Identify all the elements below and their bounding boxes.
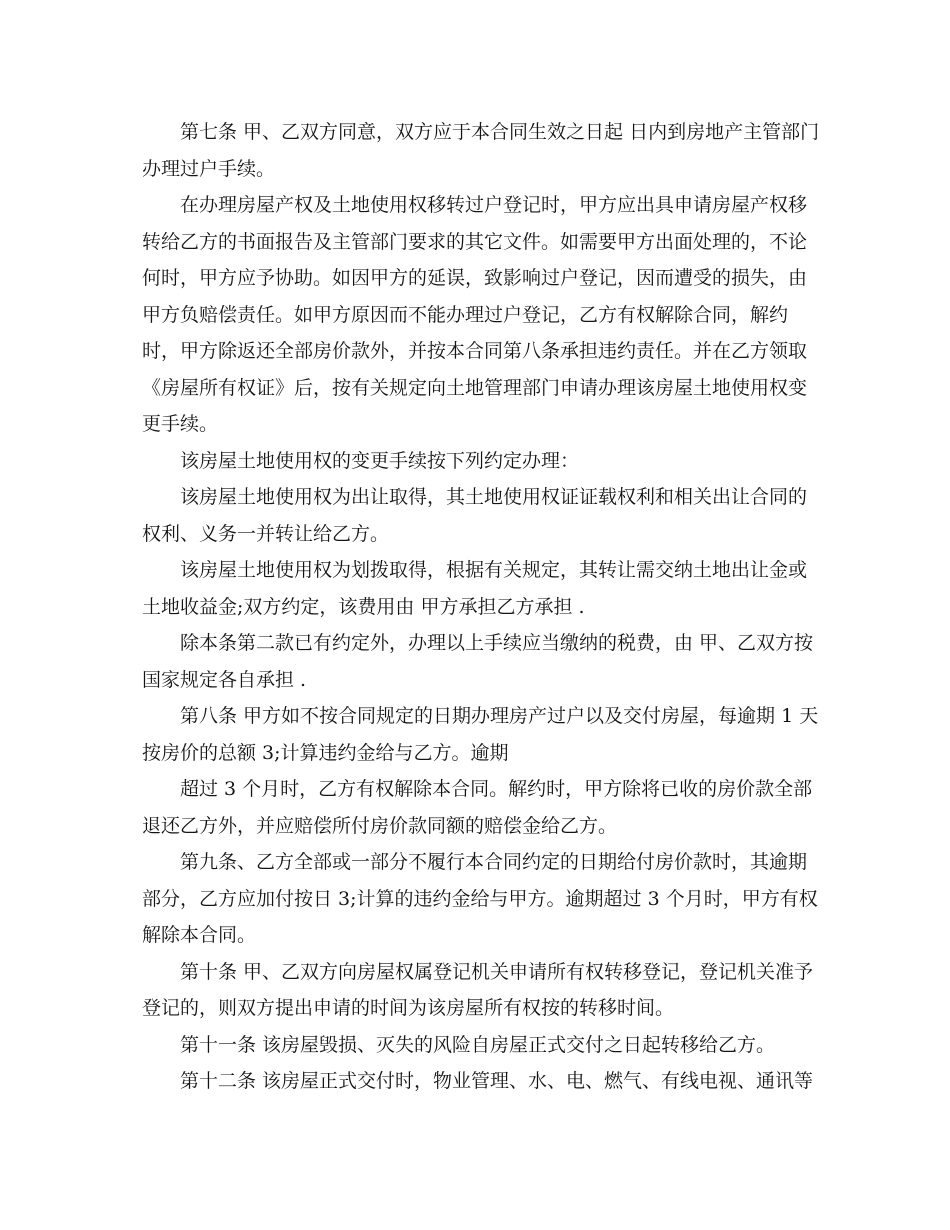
- text-line: 转给乙方的书面报告及主管部门要求的其它文件。如需要甲方出面处理的，不论: [142, 230, 808, 253]
- text-line: 办理过户手续。: [142, 157, 276, 180]
- text-line: 土地收益金;双方约定，该费用由 甲方承担乙方承担 .: [142, 595, 585, 618]
- contract-text-body: [142, 114, 820, 1100]
- text-line: 第八条 甲方如不按合同规定的日期办理房产过户以及交付房屋，每逾期 1 天: [180, 705, 819, 727]
- text-line: 《房屋所有权证》后，按有关规定向土地管理部门申请办理该房屋土地使用权变: [142, 376, 808, 399]
- text-line: 第十二条 该房屋正式交付时，物业管理、水、电、燃气、有线电视、通讯等: [180, 1070, 814, 1092]
- text-line: 该房屋土地使用权为出让取得，其土地使用权证证载权利和相关出让合同的: [180, 486, 808, 508]
- text-line: 解除本合同。: [142, 924, 257, 946]
- text-line: 时，甲方除返还全部房价款外，并按本合同第八条承担违约责任。并在乙方领取: [142, 340, 808, 362]
- text-line: 该房屋土地使用权的变更手续按下列约定办理：: [180, 449, 580, 472]
- text-line: 按房价的总额 3;计算违约金给与乙方。逾期: [142, 741, 509, 764]
- text-line: 甲方负赔偿责任。如甲方原因而不能办理过户登记，乙方有权解除合同，解约: [142, 303, 789, 326]
- text-line: 超过 3 个月时，乙方有权解除本合同。解约时，甲方除将已收的房价款全部: [180, 778, 813, 800]
- text-line: 该房屋土地使用权为划拨取得，根据有关规定，其转让需交纳土地出让金或: [180, 559, 808, 581]
- text-line: 国家规定各自承担 .: [142, 668, 307, 691]
- text-line: 第十条 甲、乙双方向房屋权属登记机关申请所有权转移登记，登记机关准予: [180, 960, 814, 983]
- text-line: 退还乙方外，并应赔偿所付房价款同额的赔偿金给乙方。: [142, 814, 618, 837]
- text-line: 更手续。: [142, 413, 219, 435]
- text-line: 何时，甲方应予协助。如因甲方的延误，致影响过户登记，因而遭受的损失，由: [142, 267, 808, 289]
- text-line: 第七条 甲、乙双方同意，双方应于本合同生效之日起 日内到房地产主管部门: [180, 121, 820, 143]
- text-line: 第十一条 该房屋毁损、灭失的风险自房屋正式交付之日起转移给乙方。: [180, 1033, 776, 1056]
- text-line: 第九条、乙方全部或一部分不履行本合同约定的日期给付房价款时，其逾期: [180, 851, 808, 873]
- text-line: 权利、义务一并转让给乙方。: [142, 522, 390, 545]
- text-line: 登记的，则双方提出申请的时间为该房屋所有权按的转移时间。: [142, 997, 675, 1019]
- text-line: 在办理房屋产权及土地使用权移转过户登记时，甲方应出具申请房屋产权移: [180, 194, 808, 216]
- text-line: 部分，乙方应加付按日 3;计算的违约金给与甲方。逾期超过 3 个月时，甲方有权: [142, 887, 818, 910]
- text-line: 除本条第二款已有约定外，办理以上手续应当缴纳的税费，由 甲、乙双方按: [180, 632, 814, 654]
